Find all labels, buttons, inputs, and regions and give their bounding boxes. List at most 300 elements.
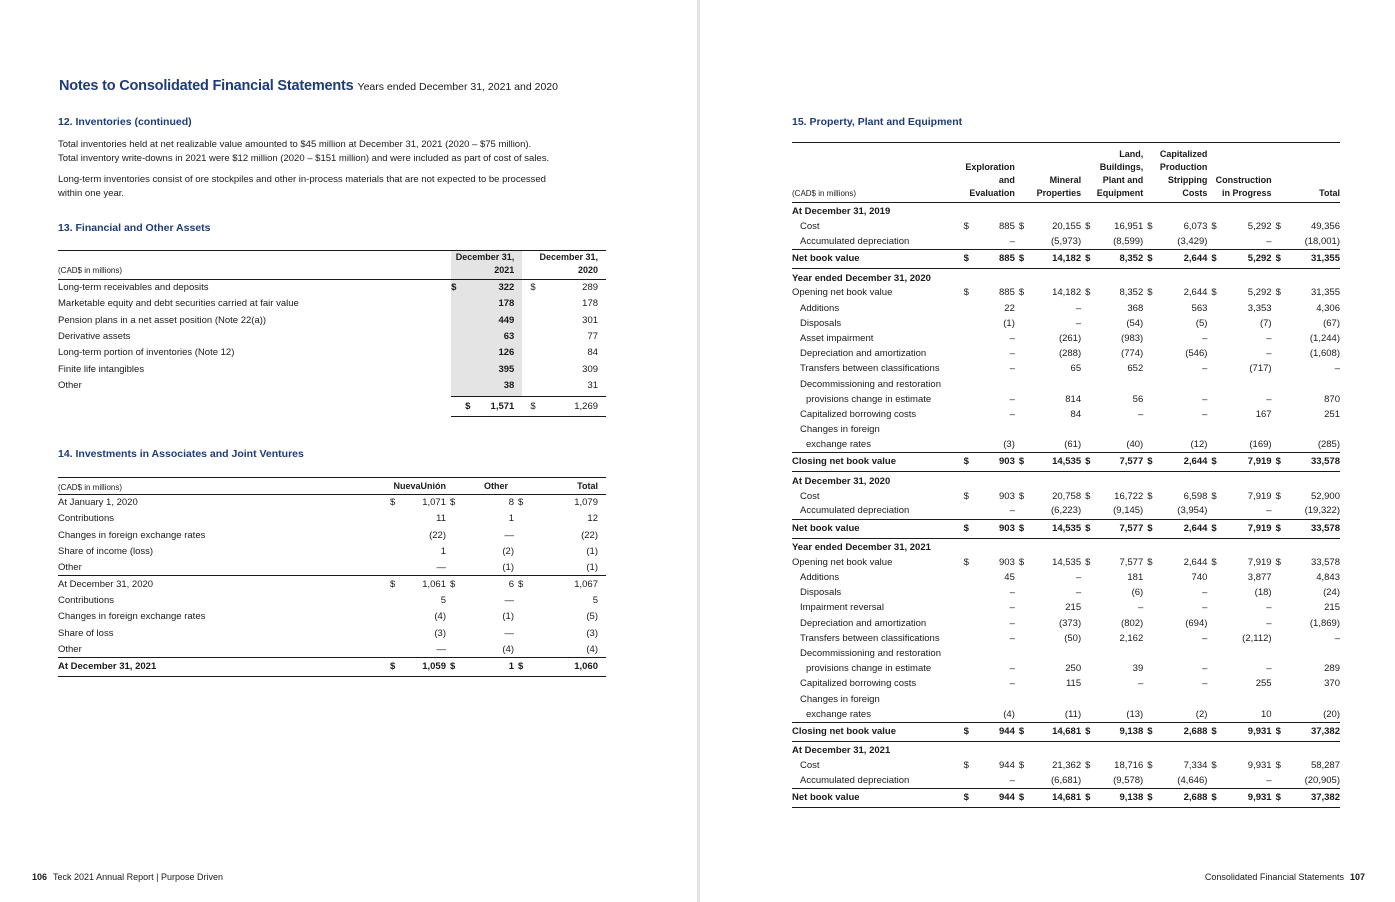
cell-value: (3) xyxy=(1003,439,1015,451)
currency xyxy=(958,586,970,601)
currency xyxy=(1272,616,1291,631)
total-value: (3) xyxy=(586,627,598,639)
cell-value: – xyxy=(1009,602,1015,614)
currency xyxy=(1272,347,1291,362)
cell-value: 4,306 xyxy=(1316,302,1340,314)
table-row xyxy=(58,560,606,576)
cell-value: (5) xyxy=(1195,317,1208,329)
cell-value: 903 xyxy=(999,490,1015,502)
cell-value: 8,352 xyxy=(1119,287,1144,299)
currency xyxy=(1143,631,1166,646)
currency: $ xyxy=(1272,453,1291,472)
units-label: (CAD$ in millions) xyxy=(792,143,958,203)
nuevaunion-value: (22) xyxy=(429,529,446,541)
currency xyxy=(958,392,970,407)
table-row xyxy=(792,220,1340,235)
currency-2020 xyxy=(522,345,542,361)
currency xyxy=(1143,586,1166,601)
note12-p2-line2: within one year. xyxy=(58,188,125,199)
currency xyxy=(1015,662,1036,677)
currency xyxy=(446,543,466,559)
row-label: Year ended December 31, 2021 xyxy=(792,542,931,554)
currency: $ xyxy=(1143,722,1166,741)
currency xyxy=(1207,362,1228,377)
row-label: Accumulated depreciation xyxy=(800,505,910,517)
currency xyxy=(1081,774,1102,789)
currency-2021: $ xyxy=(451,397,470,417)
currency: $ xyxy=(1147,287,1153,299)
other-value: — xyxy=(504,627,514,639)
currency xyxy=(1272,301,1291,316)
currency: $ xyxy=(1081,453,1102,472)
cell-value: – xyxy=(1266,617,1272,629)
row-label: Derivative assets xyxy=(58,331,131,343)
table-row xyxy=(792,741,1340,758)
table-row xyxy=(58,296,606,312)
currency xyxy=(1015,631,1036,646)
cell-value: 7,577 xyxy=(1102,453,1143,472)
cell-value: – xyxy=(1009,774,1015,786)
currency xyxy=(1081,301,1102,316)
total-value: (1) xyxy=(586,562,598,574)
row-label: Closing net book value xyxy=(792,453,958,472)
other-value: — xyxy=(504,594,514,606)
row-label: Depreciation and amortization xyxy=(800,348,927,360)
cell-value: (6) xyxy=(1131,587,1144,599)
cell-value: 652 xyxy=(1127,363,1144,375)
cell-value: – xyxy=(1266,348,1272,360)
currency xyxy=(1081,392,1102,407)
cell-value: – xyxy=(1075,587,1082,599)
cell-value: 255 xyxy=(1255,678,1272,690)
currency: $ xyxy=(1211,556,1217,568)
cell-value: 9,138 xyxy=(1102,722,1143,741)
currency xyxy=(1143,504,1166,519)
cell-value: (20) xyxy=(1323,708,1340,720)
cell-value: 14,182 xyxy=(1052,287,1082,299)
table-row xyxy=(792,407,1340,422)
cell-value: – xyxy=(1009,663,1015,675)
table-row xyxy=(792,504,1340,519)
table-row xyxy=(792,347,1340,362)
cell-value: 944 xyxy=(999,759,1015,771)
currency: $ xyxy=(1207,722,1228,741)
currency-2020 xyxy=(522,328,542,344)
table-row xyxy=(792,377,1340,392)
currency-2020 xyxy=(522,312,542,328)
cell-value: 289 xyxy=(1324,663,1340,675)
currency: $ xyxy=(1147,490,1153,502)
other-value: 1 xyxy=(508,513,514,525)
nuevaunion-value: 1 xyxy=(440,546,446,558)
column-header-line: Properties xyxy=(1036,188,1082,198)
cell-value: (546) xyxy=(1185,348,1208,360)
cell-value: – xyxy=(1009,408,1015,420)
cell-value: – xyxy=(1202,408,1208,420)
currency xyxy=(1207,235,1228,250)
col-header-2021: December 31, 2021 xyxy=(451,251,522,280)
cell-value: 39 xyxy=(1132,663,1144,675)
currency: $ xyxy=(1015,250,1036,269)
cell-value: – xyxy=(1266,663,1272,675)
column-header-line: Mineral xyxy=(1049,175,1082,185)
currency: $ xyxy=(1147,556,1153,568)
row-label: At December 31, 2021 xyxy=(58,657,390,676)
currency xyxy=(514,527,534,543)
row-label: At January 1, 2020 xyxy=(58,497,138,509)
currency: $ xyxy=(1018,556,1025,568)
cell-value: 18,716 xyxy=(1114,759,1144,771)
currency: $ xyxy=(963,287,969,299)
cell-value: 2,644 xyxy=(1183,556,1208,568)
cell-value: (40) xyxy=(1126,439,1144,451)
nuevaunion-value: 1,071 xyxy=(422,497,446,509)
row-label: Cost xyxy=(800,221,820,233)
table-row xyxy=(792,489,1340,504)
currency: $ xyxy=(1272,789,1291,808)
cell-value: 22 xyxy=(1004,302,1015,314)
table-row xyxy=(792,677,1340,692)
currency: $ xyxy=(1143,250,1166,269)
currency xyxy=(1143,677,1166,692)
cell-value: 115 xyxy=(1065,678,1082,690)
cell-value: (24) xyxy=(1323,587,1340,599)
currency xyxy=(1015,331,1036,346)
nuevaunion-value: 1,059 xyxy=(410,657,446,676)
cell-value: (5,973) xyxy=(1051,236,1082,248)
row-label: At December 31, 2019 xyxy=(792,206,891,218)
currency xyxy=(1272,707,1291,722)
financial-assets-table xyxy=(58,250,606,417)
cell-value: (285) xyxy=(1317,439,1340,451)
cell-value: (261) xyxy=(1058,333,1082,345)
row-label: Additions xyxy=(800,302,840,314)
cell-value: (20,905) xyxy=(1304,774,1340,786)
row-label: Changes in foreign exchange rates xyxy=(58,529,206,541)
cell-value: 7,919 xyxy=(1228,519,1271,538)
cell-value: (288) xyxy=(1058,348,1082,360)
currency: $ xyxy=(1143,519,1166,538)
page-number-left: 106 xyxy=(32,872,48,882)
currency xyxy=(1143,774,1166,789)
currency xyxy=(1081,571,1102,586)
table-row xyxy=(792,722,1340,741)
total-value: (5) xyxy=(586,611,598,623)
row-label: Other xyxy=(58,643,82,655)
cell-value: (18) xyxy=(1254,587,1272,599)
currency xyxy=(390,527,410,543)
currency xyxy=(514,609,534,625)
column-header-line: Production xyxy=(1159,162,1208,172)
row-label: exchange rates xyxy=(806,439,871,451)
cell-value: 215 xyxy=(1324,602,1340,614)
currency: $ xyxy=(963,221,969,233)
table-row xyxy=(792,519,1340,538)
currency: $ xyxy=(958,250,970,269)
currency: $ xyxy=(1085,287,1091,299)
cell-value: 3,877 xyxy=(1247,572,1272,584)
cell-value: 2,644 xyxy=(1183,287,1208,299)
cell-value: 31,355 xyxy=(1310,287,1340,299)
table-row xyxy=(58,592,606,608)
table-row xyxy=(58,657,606,676)
currency xyxy=(1207,347,1228,362)
cell-value: – xyxy=(1009,587,1015,599)
investments-table xyxy=(58,477,606,677)
table-row xyxy=(792,631,1340,646)
currency xyxy=(1207,571,1228,586)
cell-value: (13) xyxy=(1126,708,1144,720)
right-footer-text: Consolidated Financial Statements xyxy=(1204,872,1344,882)
currency xyxy=(958,774,970,789)
cell-value: (19,322) xyxy=(1304,505,1340,517)
currency: $ xyxy=(446,657,466,676)
row-label: Cost xyxy=(800,759,820,771)
currency xyxy=(1143,392,1166,407)
cell-value: – xyxy=(1009,333,1015,345)
currency: $ xyxy=(963,490,969,502)
currency: $ xyxy=(1207,519,1228,538)
cell-value: (694) xyxy=(1185,617,1208,629)
cell-value: 7,919 xyxy=(1247,490,1272,502)
table-row xyxy=(792,235,1340,250)
table-row xyxy=(792,331,1340,346)
currency xyxy=(514,641,534,657)
currency xyxy=(1143,301,1166,316)
currency xyxy=(1081,362,1102,377)
table-row xyxy=(792,616,1340,631)
table-row xyxy=(58,328,606,344)
currency: $ xyxy=(1081,250,1102,269)
currency: $ xyxy=(958,453,970,472)
currency: $ xyxy=(1275,759,1281,771)
cell-value: – xyxy=(1009,236,1015,248)
page-title xyxy=(59,78,558,94)
currency xyxy=(1272,571,1291,586)
currency xyxy=(958,504,970,519)
currency: $ xyxy=(1085,556,1091,568)
currency: $ xyxy=(1272,722,1291,741)
currency xyxy=(446,511,466,527)
currency: $ xyxy=(1018,287,1025,299)
total-value: 5 xyxy=(592,594,598,606)
table-row xyxy=(792,438,1340,453)
cell-value: (774) xyxy=(1121,348,1144,360)
column-header xyxy=(1207,143,1271,203)
currency xyxy=(1015,707,1036,722)
table-row xyxy=(58,377,606,393)
currency: $ xyxy=(963,556,969,568)
cell-value: 903 xyxy=(969,453,1015,472)
table-row xyxy=(792,250,1340,269)
cell-value: 944 xyxy=(969,722,1015,741)
currency xyxy=(446,560,466,576)
column-header xyxy=(958,143,1015,203)
currency: $ xyxy=(958,789,970,808)
value-2021: 449 xyxy=(470,312,522,328)
currency xyxy=(1272,586,1291,601)
currency xyxy=(1143,601,1166,616)
cell-value: 870 xyxy=(1324,393,1340,405)
currency: $ xyxy=(958,519,970,538)
row-label: Disposals xyxy=(800,587,842,599)
cell-value: – xyxy=(1202,363,1208,375)
table-row xyxy=(58,361,606,377)
currency: $ xyxy=(390,497,396,509)
row-label: Marketable equity and debt securities carried at fair value xyxy=(58,298,299,310)
currency-2021 xyxy=(451,312,470,328)
row-label: Net book value xyxy=(792,250,958,269)
currency xyxy=(514,543,534,559)
cell-value: (1,869) xyxy=(1309,617,1340,629)
row-label: Contributions xyxy=(58,513,114,525)
currency xyxy=(514,592,534,608)
currency xyxy=(1015,571,1036,586)
cell-value: – xyxy=(1009,363,1015,375)
currency: $ xyxy=(1275,221,1281,233)
currency xyxy=(390,641,410,657)
total-value: 1,060 xyxy=(534,657,598,676)
currency xyxy=(1272,438,1291,453)
row-label: Other xyxy=(58,562,82,574)
currency xyxy=(1207,662,1228,677)
currency xyxy=(1272,631,1291,646)
currency: $ xyxy=(1207,250,1228,269)
row-label: Contributions xyxy=(58,594,114,606)
cell-value: 251 xyxy=(1324,408,1340,420)
ppe-table xyxy=(792,142,1340,808)
currency: $ xyxy=(1272,519,1291,538)
currency xyxy=(1143,571,1166,586)
currency xyxy=(958,571,970,586)
value-2021: 63 xyxy=(470,328,522,344)
table-row xyxy=(792,453,1340,472)
cell-value: 31,355 xyxy=(1290,250,1340,269)
currency xyxy=(1207,331,1228,346)
cell-value: 84 xyxy=(1070,408,1082,420)
currency xyxy=(958,331,970,346)
column-header xyxy=(1143,143,1207,203)
cell-value: – xyxy=(1266,393,1272,405)
currency xyxy=(1081,707,1102,722)
currency: $ xyxy=(1147,759,1153,771)
currency xyxy=(1143,316,1166,331)
cell-value: (373) xyxy=(1058,617,1082,629)
currency xyxy=(1272,774,1291,789)
cell-value: 4,843 xyxy=(1316,572,1340,584)
cell-value: (12) xyxy=(1190,439,1208,451)
cell-value: – xyxy=(1266,602,1272,614)
currency xyxy=(1143,438,1166,453)
cell-value: – xyxy=(1009,678,1015,690)
cell-value: (67) xyxy=(1323,317,1340,329)
currency: $ xyxy=(1018,221,1025,233)
cell-value: 7,577 xyxy=(1102,519,1143,538)
other-value: 1 xyxy=(466,657,514,676)
currency: $ xyxy=(1081,789,1102,808)
currency xyxy=(1081,331,1102,346)
currency: $ xyxy=(1275,556,1281,568)
cell-value: 9,931 xyxy=(1247,759,1272,771)
cell-value: – xyxy=(1137,602,1144,614)
col-header-total: Total xyxy=(514,478,598,495)
cell-value: 20,155 xyxy=(1052,221,1082,233)
cell-value: – xyxy=(1075,302,1082,314)
currency xyxy=(958,707,970,722)
row-label: Net book value xyxy=(792,789,958,808)
column-header-line: Capitalized xyxy=(1159,149,1208,159)
row-label: Decommissioning and restoration xyxy=(800,378,941,390)
total-value: 1,079 xyxy=(574,497,598,509)
value-2021: 178 xyxy=(470,296,522,312)
currency: $ xyxy=(958,722,970,741)
cell-value: – xyxy=(1075,572,1082,584)
currency: $ xyxy=(1015,453,1036,472)
currency xyxy=(446,625,466,641)
currency xyxy=(1015,616,1036,631)
table-row xyxy=(792,586,1340,601)
currency xyxy=(958,235,970,250)
row-label: Long-term receivables and deposits xyxy=(58,282,209,294)
row-label: Changes in foreign xyxy=(800,424,880,436)
cell-value: 2,162 xyxy=(1119,632,1144,644)
currency xyxy=(958,316,970,331)
cell-value: – xyxy=(1202,587,1208,599)
row-label: Accumulated depreciation xyxy=(800,236,910,248)
table-row xyxy=(792,646,1340,661)
table-row xyxy=(792,301,1340,316)
row-label: Opening net book value xyxy=(792,287,893,299)
currency xyxy=(1207,631,1228,646)
note12-paragraph-2 xyxy=(58,173,546,201)
currency xyxy=(958,362,970,377)
row-label: provisions change in estimate xyxy=(806,663,932,675)
cell-value: 2,644 xyxy=(1166,250,1207,269)
cell-value: – xyxy=(1266,505,1272,517)
currency: $ xyxy=(1207,789,1228,808)
currency xyxy=(1207,616,1228,631)
currency xyxy=(1015,407,1036,422)
currency xyxy=(1143,407,1166,422)
currency: $ xyxy=(390,576,410,592)
right-footer xyxy=(1205,872,1365,882)
other-value: (4) xyxy=(502,643,514,655)
title-text: Notes to Consolidated Financial Statements xyxy=(59,78,354,94)
currency xyxy=(390,511,410,527)
cell-value: 14,182 xyxy=(1036,250,1082,269)
total-row xyxy=(58,397,606,417)
currency xyxy=(1015,774,1036,789)
cell-value: 740 xyxy=(1191,572,1208,584)
column-header-line: and xyxy=(998,175,1015,185)
currency: $ xyxy=(1081,722,1102,741)
currency: $ xyxy=(514,576,534,592)
currency xyxy=(958,677,970,692)
col-header-2020: December 31, 2020 xyxy=(522,251,606,280)
row-label: Impairment reversal xyxy=(800,602,884,614)
row-label: Accumulated depreciation xyxy=(800,774,910,786)
value-2020: 84 xyxy=(587,347,599,359)
cell-value: 2,688 xyxy=(1166,722,1207,741)
currency: $ xyxy=(1143,453,1166,472)
currency-2021 xyxy=(451,345,470,361)
cell-value: 7,577 xyxy=(1119,556,1144,568)
cell-value: 370 xyxy=(1324,678,1340,690)
currency xyxy=(1207,774,1228,789)
cell-value: 7,334 xyxy=(1183,759,1208,771)
currency: $ xyxy=(1211,490,1217,502)
currency xyxy=(1207,677,1228,692)
